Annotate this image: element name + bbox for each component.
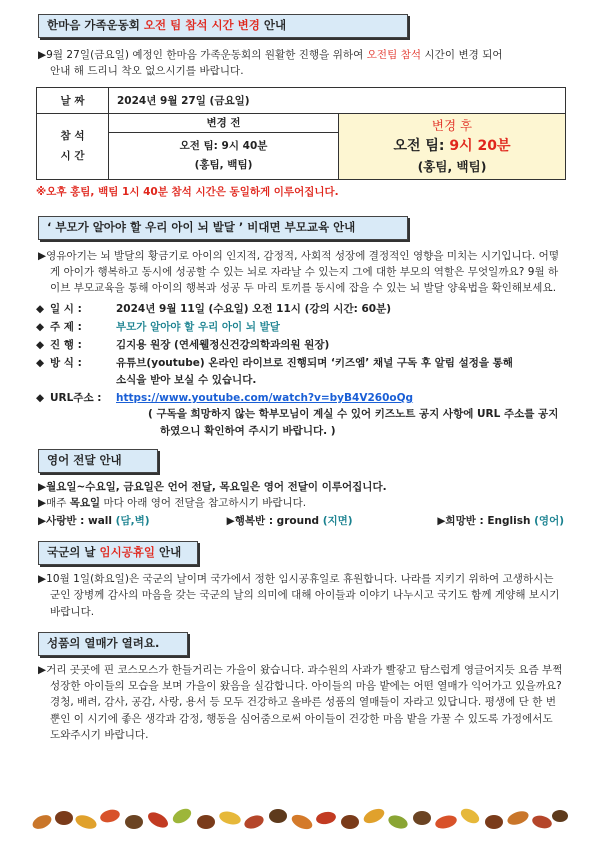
youtube-link[interactable]: https://www.youtube.com/watch?v=byB4V260oQg xyxy=(116,391,414,404)
afternoon-note: ※오후 홍팀, 백팀 1시 40분 참석 시간은 동일하게 이루어집니다. xyxy=(36,185,339,198)
leaf-icon xyxy=(30,806,568,832)
event-date-row: ◆ 일 시 : 2024년 9월 11일 (수요일) 오전 11시 (강의 시간: 60분) xyxy=(36,302,392,315)
english-line-2: ▶매주 목요일 마다 아래 영어 전달을 참고하시기 바랍니다. xyxy=(38,496,307,509)
class-happy-word: ▶행복반 : ground (지면) xyxy=(226,515,353,528)
section-title-english: 영어 전달 안내 xyxy=(38,449,158,473)
section-title-armed-forces-day: 국군의 날 임시공휴일 안내 xyxy=(38,541,198,565)
armed-forces-paragraph: ▶10월 1일(화요일)은 국군의 날이며 국가에서 정한 임시공휴일로 휴원합니다. 나라를 지키기 위하여 고생하시는 군인 장병께 감사의 마음을 갖는 국군의 날의 의미에 대해 아이들과 이야기 나누시고 국기도 함께 게양해 보시기 바랍니다. xyxy=(38,573,560,618)
class-hope-word: ▶희망반 : English (영어) xyxy=(437,515,565,528)
autumn-leaves-decoration xyxy=(30,800,570,836)
after-cell xyxy=(339,114,566,179)
after-time: 오전 팀: 9시 20분 xyxy=(393,137,511,154)
after-teams: (홍팀, 백팀) xyxy=(417,159,487,175)
english-class-words xyxy=(38,513,564,529)
section-title-sports-day: 한마음 가족운동회 오전 팀 참석 시간 변경 안내 xyxy=(38,14,408,38)
date-value: 2024년 9월 27일 (금요일) xyxy=(109,88,566,114)
after-header: 변경 후 xyxy=(431,118,473,134)
english-line-1: ▶월요일~수요일, 금요일은 언어 전달, 목요일은 영어 전달이 이루어집니다. xyxy=(38,480,387,493)
event-url-row: ◆ URL주소 : https://www.youtube.com/watch?v=byB4V260oQg xyxy=(36,391,414,404)
url-note: ( 구독을 희망하지 않는 학부모님이 계실 수 있어 키즈노트 공지 사항에 URL 주소를 공지 하였으니 확인하여 주시기 바랍니다. ) xyxy=(148,408,559,437)
schedule-table xyxy=(36,87,566,179)
event-topic-row: ◆ 주 제 : 부모가 알아야 할 우리 아이 뇌 발달 xyxy=(36,320,280,333)
time-label: 참 석 시 간 xyxy=(37,114,109,179)
before-header: 변경 전 xyxy=(109,114,339,132)
character-fruit-paragraph: ▶거리 곳곳에 핀 코스모스가 한들거리는 가을이 왔습니다. 과수원의 사과가 빨갛고 탐스럽게 영글어지듯 요즘 부쩍 성장한 아이들의 모습을 보며 가을이 왔음을 실감합니다. 아이들의 마음 밭에는 어떤 열매가 익어가고 있을까요? 경청, 배려, 감사, 공감, 사랑, 용서 등 모두 건강하고 올바른 성품의 열매들이 자라고 있답니다. 평생에 단 한 번뿐인 이 시기에 좋은 생각과 감정, 행동을 심어줌으로써 아이들이 건강한 마음 밭을 가꿀 수 있도록 가정에서도 도와주시기 바랍니다. xyxy=(38,663,563,741)
sports-day-paragraph: ▶9월 27일(금요일) 예정인 한마음 가족운동회의 원활한 진행을 위하여 오전팀 참석 시간이 변경 되어 안내 해 드리니 착오 없으시기를 바랍니다. xyxy=(38,48,503,78)
before-cell: 오전 팀: 9시 40분 (홍팀, 백팀) xyxy=(109,132,339,179)
date-label: 날 짜 xyxy=(37,88,109,114)
section-title-parent-education: ‘ 부모가 알아야 할 우리 아이 뇌 발달 ’ 비대면 부모교육 안내 xyxy=(38,216,408,240)
class-love-word: ▶사랑반 : wall (담,벽) xyxy=(38,515,150,528)
event-method-row: ◆ 방 식 : 유튜브(youtube) 온라인 라이브로 진행되며 ‘키즈엠’ 채널 구독 후 알림 설정을 통해 소식을 받아 보실 수 있습니다. xyxy=(36,357,513,386)
event-host-row: ◆ 진 행 : 김지용 원장 (연세웰정신건강의학과의원 원장) xyxy=(36,339,330,352)
parent-education-paragraph: ▶영유아기는 뇌 발달의 황금기로 아이의 인지적, 감정적, 사회적 성장에 결정적인 영향을 미치는 시기입니다. 어떻게 아이가 행복하고 동시에 성공할 수 있는 뇌로 자라날 수 있는지 그에 대한 부모의 역할은 무엇일까요? 9월 하이브 부모교육을 통해 아이의 행복과 성공 두 마리 토끼를 동시에 잡을 수 있는 뇌 발달 양육법을 확인해보세요. xyxy=(38,249,560,295)
section-title-character-fruit: 성품의 열매가 열려요. xyxy=(38,632,188,656)
